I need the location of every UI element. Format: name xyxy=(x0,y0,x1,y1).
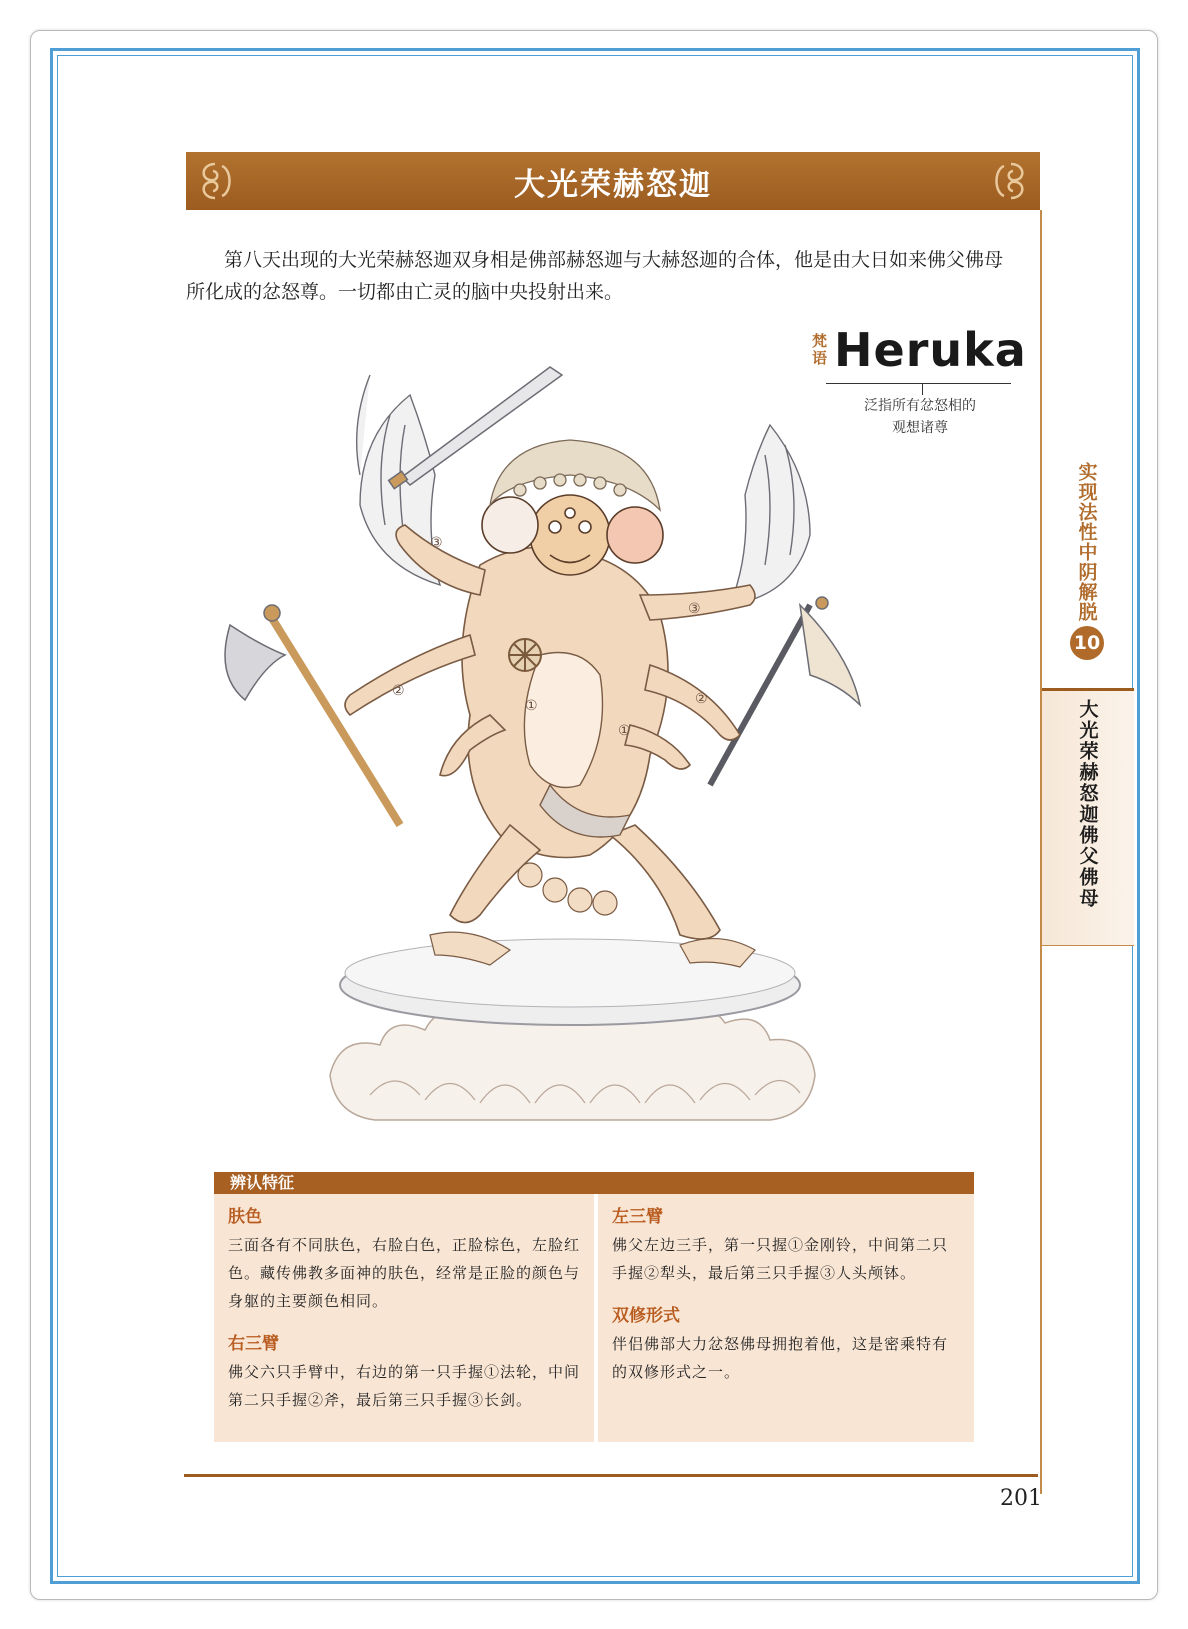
title-banner xyxy=(186,152,1040,210)
chapter-number-badge: 10 xyxy=(1070,626,1104,660)
scroll-ornament-icon xyxy=(988,158,1034,204)
dharma-wheel-icon xyxy=(509,639,541,671)
feature-title: 左三臂 xyxy=(612,1207,663,1227)
side-tab-chapter xyxy=(1042,462,1132,682)
section-title: 大光荣赫怒迦佛父佛母 xyxy=(1076,699,1099,909)
feature-body: 佛父六只手臂中，右边的第一只手握①法轮，中间第二只手握②斧，最后第三只手握③长剑。 xyxy=(228,1363,581,1409)
side-tab-bottom-rule xyxy=(1042,945,1134,946)
label-left-3: ③ xyxy=(688,601,701,617)
side-tab-section xyxy=(1042,691,1134,945)
label-left-2: ② xyxy=(695,691,708,707)
label-right-1: ① xyxy=(525,698,538,714)
features-left-column xyxy=(214,1194,594,1442)
intro-paragraph xyxy=(186,244,1006,308)
feature-title: 双修形式 xyxy=(612,1306,680,1326)
deity-illustration xyxy=(210,355,980,1135)
scroll-ornament-icon xyxy=(192,158,238,204)
axe xyxy=(225,605,400,825)
sanskrit-desc-line2: 观想诸尊 xyxy=(892,420,948,436)
label-right-3: ③ xyxy=(430,535,443,551)
features-right-column xyxy=(598,1194,974,1442)
feature-body: 伴侣佛部大力忿怒佛母拥抱着他，这是密乘特有的双修形式之一。 xyxy=(612,1335,949,1381)
feature-title: 右三臂 xyxy=(228,1334,279,1354)
feature-body: 佛父左边三手，第一只握①金刚铃，中间第二只手握②犁头，最后第三只手握③人头颅钵。 xyxy=(612,1236,949,1282)
intro-text: 第八天出现的大光荣赫怒迦双身相是佛部赫怒迦与大赫怒迦的合体，他是由大日如来佛父佛母所化成的忿怒尊。一切都由亡灵的脑中央投射出来。 xyxy=(186,249,1004,303)
footer-rule xyxy=(184,1474,1038,1477)
features-header: 辨认特征 xyxy=(214,1172,974,1194)
sanskrit-desc-line1: 泛指所有忿怒相的 xyxy=(864,398,976,414)
feature-body: 三面各有不同肤色，右脸白色，正脸棕色，左脸红色。藏传佛教多面神的肤色，经常是正脸的颜色与身躯的主要颜色相同。 xyxy=(228,1236,581,1310)
page-title: 大光荣赫怒迦 xyxy=(514,166,712,203)
sanskrit-word: Heruka xyxy=(834,323,1027,377)
right-wing xyxy=(730,425,810,605)
plough xyxy=(710,597,860,785)
chapter-title: 实现法性中阴解脱 xyxy=(1075,462,1098,622)
label-left-1: ① xyxy=(618,723,631,739)
sanskrit-tag: 梵语 xyxy=(812,332,828,367)
feature-title: 肤色 xyxy=(228,1207,262,1227)
label-right-2: ② xyxy=(392,683,405,699)
page-number: 201 xyxy=(1000,1486,1042,1511)
